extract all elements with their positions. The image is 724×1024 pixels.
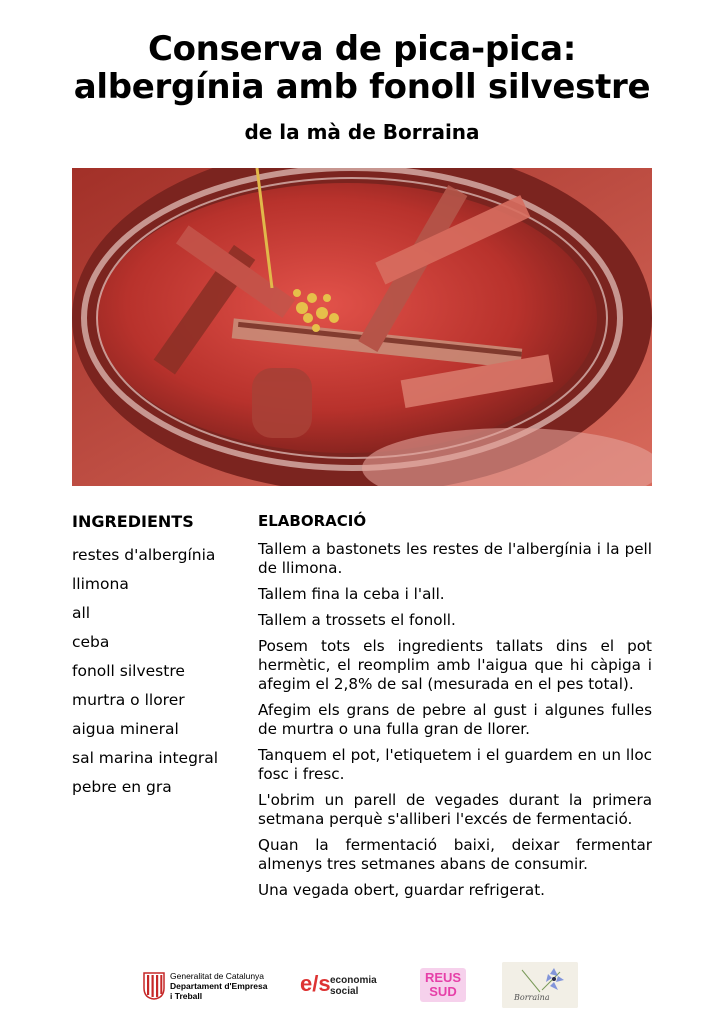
ingredient-item: aigua mineral [72,720,179,738]
ingredient-item: murtra o llorer [72,691,185,709]
ingredients-list [72,541,218,802]
ingredient-item: sal marina integral [72,749,219,767]
sud-text: SUD [429,984,457,999]
generalitat-line-2: Departament d'Empresa [170,981,268,991]
elaboracio-heading: ELABORACIÓ [258,512,367,530]
economia-social-mark: e/s [300,971,331,996]
generalitat-shield-icon [143,972,165,1000]
step-text: Tallem fina la ceba i l'all. [258,585,445,603]
step-text: Afegim els grans de pebre al gust i algunes fulles de murtra o una fulla gran de llorer. [258,701,652,738]
jar-illustration [72,168,652,486]
step-text: Tanquem el pot, l'etiquetem i el guardem en un lloc fosc i fresc. [258,746,652,783]
borraina-logo-text: Borraina [514,993,550,1002]
ingredients-heading: INGREDIENTS [72,512,194,531]
step-text: L'obrim un parell de vegades durant la primera setmana perquè s'alliberi l'excés de fermentació. [258,791,652,828]
recipe-title [0,30,724,106]
step-text: Quan la fermentació baixi, deixar fermentar almenys tres setmanes abans de consumir. [258,836,652,873]
ingredient-item: pebre en gra [72,778,172,796]
ingredient-item: all [72,604,91,622]
step-text: Tallem a trossets el fonoll. [258,611,456,629]
ingredient-item: restes d'albergínia [72,546,216,564]
ingredient-item: llimona [72,575,129,593]
ingredient-item: ceba [72,633,110,651]
economia-line-2: social [330,986,359,997]
economia-line-1: economia [330,975,377,986]
sponsor-logos [0,962,724,1012]
generalitat-line-3: i Treball [170,991,203,1001]
recipe-title-line-1: Conserva de pica-pica: [147,29,577,69]
borraina-logo [502,962,578,1008]
ingredient-item: fonoll silvestre [72,662,185,680]
recipe-title-line-2: albergínia amb fonoll silvestre [73,67,651,107]
generalitat-line-1: Generalitat de Catalunya [170,971,265,981]
elaboracio-steps [258,540,652,907]
recipe-photo [72,168,652,486]
reus-sud-logo [418,966,468,1004]
step-text: Tallem a bastonets les restes de l'albergínia i la pell de llimona. [258,540,652,577]
recipe-subtitle: de la mà de Borraina [244,120,480,144]
step-text: Una vegada obert, guardar refrigerat. [258,881,546,899]
step-text: Posem tots els ingredients tallats dins el pot hermètic, el reomplim amb l'aigua que hi càpiga i afegim el 2,8% de sal (mesurada en el pes total). [258,637,652,693]
reus-text: REUS [424,970,462,985]
